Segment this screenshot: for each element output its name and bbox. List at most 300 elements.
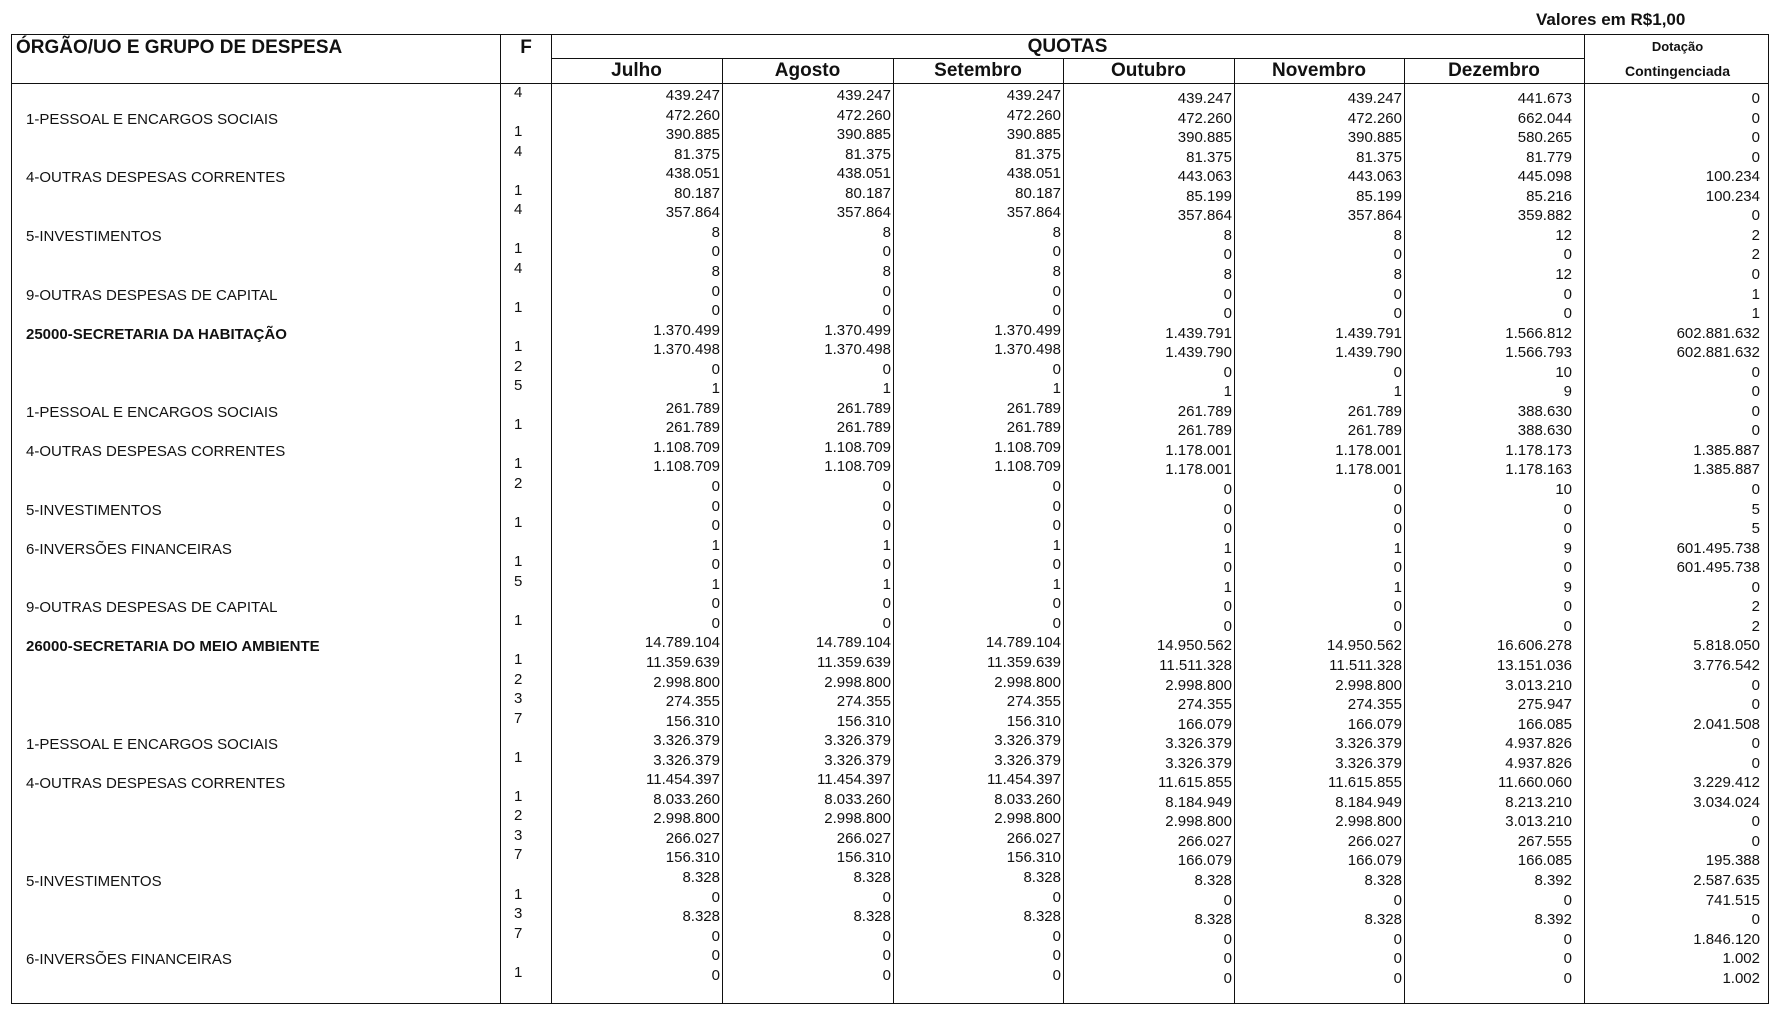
quota-cell: 390.885	[665, 126, 720, 144]
quota-cell: 2.998.800	[1165, 813, 1232, 831]
quota-cell: 1.439.791	[1335, 324, 1402, 342]
quota-cell: 8.328	[1194, 911, 1232, 929]
divider-f-left	[500, 35, 501, 1003]
quota-cell: 261.789	[1347, 402, 1402, 420]
quota-cell: 156.310	[1006, 712, 1061, 730]
divider-f-right	[551, 35, 552, 1003]
quota-cell: 0	[1393, 246, 1402, 264]
fonte-cell: 1	[514, 885, 523, 903]
dotacao-cell: 1.385.887	[1693, 461, 1760, 479]
quota-cell: 390.885	[1006, 126, 1061, 144]
dotacao-cell: 1.846.120	[1693, 930, 1760, 948]
divider-dezembro	[1584, 35, 1585, 1003]
quota-cell: 1.178.173	[1505, 441, 1572, 459]
dotacao-cell: 2	[1751, 226, 1760, 244]
quota-cell: 0	[1393, 891, 1402, 909]
quota-cell: 0	[1563, 246, 1572, 264]
fonte-cell: 2	[514, 670, 523, 688]
quota-cell: 0	[711, 282, 720, 300]
expense-group-label: 9-OUTRAS DESPESAS DE CAPITAL	[26, 599, 278, 617]
quota-cell: 438.051	[665, 165, 720, 183]
quota-cell: 8.033.260	[653, 790, 720, 808]
quota-cell: 1.108.709	[653, 438, 720, 456]
quota-cell: 11.511.328	[1159, 656, 1232, 674]
quota-cell: 12	[1555, 226, 1572, 244]
quota-cell: 472.260	[665, 106, 720, 124]
quota-cell: 0	[882, 302, 891, 320]
dotacao-cell: 1	[1751, 285, 1760, 303]
quota-cell: 0	[1052, 595, 1061, 613]
quota-cell: 1	[711, 575, 720, 593]
quota-cell: 156.310	[665, 712, 720, 730]
quota-cell: 261.789	[1177, 402, 1232, 420]
quota-cell: 0	[1223, 481, 1232, 498]
quota-cell: 357.864	[1177, 207, 1232, 225]
expense-group-label: 4-OUTRAS DESPESAS CORRENTES	[26, 775, 286, 793]
fonte-cell: 1	[514, 416, 523, 434]
dotacao-cell: 0	[1751, 207, 1760, 225]
quota-cell: 0	[1223, 891, 1232, 909]
quota-cell: 0	[1223, 930, 1232, 948]
quota-cell: 1	[1393, 539, 1402, 557]
quota-cell: 359.882	[1517, 207, 1572, 225]
expense-group-label: 4-OUTRAS DESPESAS CORRENTES	[26, 169, 286, 187]
header-month-4: Novembro	[1272, 60, 1366, 81]
header-dotacao: Dotação	[1651, 39, 1704, 54]
quota-cell: 439.247	[1006, 87, 1061, 104]
quota-cell: 0	[1052, 497, 1061, 515]
divider-julho	[722, 59, 723, 1003]
quota-cell: 0	[1052, 556, 1061, 574]
dotacao-cell: 601.495.738	[1676, 559, 1760, 577]
quota-cell: 4.937.826	[1505, 754, 1572, 772]
quota-cell: 439.247	[665, 87, 720, 104]
quota-cell: 0	[1393, 969, 1402, 987]
divider-novembro	[1404, 59, 1405, 1003]
dotacao-cell: 0	[1751, 911, 1760, 929]
quota-cell: 0	[1223, 598, 1232, 616]
quota-cell: 81.375	[1186, 148, 1232, 166]
quota-cell: 2.998.800	[994, 810, 1061, 828]
dotacao-cell: 602.881.632	[1676, 324, 1760, 342]
quota-cell: 8.392	[1534, 911, 1572, 929]
quota-cell: 261.789	[836, 419, 891, 437]
fonte-cell: 1	[514, 787, 523, 805]
quota-cell: 11.359.639	[817, 653, 891, 671]
quota-cell: 156.310	[1006, 849, 1061, 867]
divider-setembro	[1063, 59, 1064, 1003]
quota-cell: 2.998.800	[824, 810, 891, 828]
dotacao-cell: 0	[1751, 813, 1760, 831]
quota-cell: 0	[711, 595, 720, 613]
quota-cell: 81.375	[674, 145, 720, 163]
dotacao-cell: 2	[1751, 617, 1760, 635]
quota-cell: 439.247	[836, 87, 891, 104]
dotacao-cell: 0	[1751, 422, 1760, 440]
header-bottom-line	[12, 83, 1768, 84]
quota-cell: 0	[882, 947, 891, 965]
fonte-cell: 4	[514, 84, 523, 101]
quota-cell: 0	[882, 927, 891, 945]
dotacao-cell: 2	[1751, 598, 1760, 616]
dotacao-cell: 0	[1751, 481, 1760, 498]
fonte-cell: 2	[514, 357, 523, 375]
quota-cell: 1	[711, 536, 720, 554]
quota-cell: 1.439.791	[1165, 324, 1232, 342]
quota-cell: 0	[711, 927, 720, 945]
quota-cell: 0	[1393, 500, 1402, 518]
quota-cell: 8	[882, 262, 891, 280]
dotacao-cell: 1.002	[1722, 950, 1760, 968]
dotacao-cell: 100.234	[1705, 187, 1760, 205]
quota-cell: 0	[711, 302, 720, 320]
header-month-2: Setembro	[934, 60, 1022, 81]
dotacao-cell: 0	[1751, 578, 1760, 596]
header-contingenciada: Contingenciada	[1624, 63, 1730, 79]
quota-cell: 0	[1563, 950, 1572, 968]
quota-cell: 0	[1223, 950, 1232, 968]
quota-cell: 443.063	[1177, 168, 1232, 186]
fonte-cell: 1	[514, 299, 523, 317]
quota-cell: 3.326.379	[824, 751, 891, 769]
quota-cell: 266.027	[1006, 829, 1061, 847]
quota-cell: 1.108.709	[994, 438, 1061, 456]
quota-cell: 266.027	[665, 829, 720, 847]
quota-cell: 8	[711, 223, 720, 241]
quota-cell: 156.310	[665, 849, 720, 867]
quota-cell: 8	[1223, 226, 1232, 244]
quota-cell: 0	[1563, 559, 1572, 577]
quota-cell: 14.789.104	[644, 634, 720, 652]
quota-cell: 472.260	[1347, 109, 1402, 127]
dotacao-cell: 3.776.542	[1693, 656, 1760, 674]
quota-cell: 472.260	[1006, 106, 1061, 124]
fonte-cell: 1	[514, 123, 523, 141]
quota-cell: 0	[711, 360, 720, 378]
dotacao-cell: 0	[1751, 265, 1760, 283]
quota-cell: 11.359.639	[987, 653, 1061, 671]
quota-cell: 8.328	[853, 869, 891, 886]
quota-cell: 1.439.790	[1165, 344, 1232, 362]
quota-cell: 8.328	[1364, 911, 1402, 929]
quota-cell: 1.439.790	[1335, 344, 1402, 362]
quota-cell: 266.027	[1347, 832, 1402, 850]
fonte-cell: 1	[514, 514, 523, 532]
header-f: F	[520, 37, 532, 58]
quota-cell: 1	[1223, 539, 1232, 557]
quota-cell: 441.673	[1517, 90, 1572, 107]
quota-cell: 3.326.379	[1165, 754, 1232, 772]
dotacao-cell: 0	[1751, 754, 1760, 772]
dotacao-cell: 5	[1751, 500, 1760, 518]
header-orgao: ÓRGÃO/UO E GRUPO DE DESPESA	[16, 37, 343, 58]
quota-cell: 1.108.709	[653, 458, 720, 476]
dotacao-cell: 0	[1751, 676, 1760, 694]
quota-cell: 0	[1563, 617, 1572, 635]
dotacao-cell: 0	[1751, 90, 1760, 107]
quota-cell: 0	[1563, 969, 1572, 987]
fonte-cell: 2	[514, 807, 523, 825]
fonte-cell: 1	[514, 181, 523, 199]
quota-cell: 1	[882, 536, 891, 554]
fonte-cell: 7	[514, 846, 523, 864]
quota-cell: 0	[1393, 481, 1402, 498]
quota-cell: 388.630	[1517, 402, 1572, 420]
quota-cell: 662.044	[1517, 109, 1572, 127]
quotas-underline	[551, 58, 1584, 59]
quota-cell: 8.392	[1534, 872, 1572, 889]
quota-cell: 2.998.800	[1165, 676, 1232, 694]
quota-cell: 0	[1052, 947, 1061, 965]
quota-cell: 81.779	[1526, 148, 1572, 166]
quota-cell: 261.789	[1347, 422, 1402, 440]
quota-cell: 11.454.397	[987, 771, 1061, 789]
quota-cell: 3.326.379	[994, 732, 1061, 750]
quota-cell: 1.108.709	[994, 458, 1061, 476]
quota-cell: 85.216	[1526, 187, 1572, 205]
quota-cell: 3.326.379	[653, 751, 720, 769]
dotacao-cell: 0	[1751, 696, 1760, 714]
quota-cell: 0	[1052, 478, 1061, 495]
quota-cell: 1.178.001	[1165, 461, 1232, 479]
quota-cell: 8.328	[853, 908, 891, 926]
quota-cell: 1.178.001	[1335, 441, 1402, 459]
quota-cell: 1	[1393, 578, 1402, 596]
dotacao-cell: 0	[1751, 129, 1760, 147]
fonte-cell: 7	[514, 709, 523, 727]
quota-cell: 81.375	[1015, 145, 1061, 163]
quota-cell: 8	[1052, 223, 1061, 241]
fonte-cell: 4	[514, 201, 523, 219]
quota-cell: 9	[1563, 383, 1572, 401]
quota-cell: 267.555	[1517, 832, 1572, 850]
quota-cell: 2.998.800	[653, 810, 720, 828]
quota-cell: 8.328	[682, 908, 720, 926]
fonte-cell: 7	[514, 924, 523, 942]
fonte-cell: 1	[514, 240, 523, 258]
quota-cell: 1.370.499	[994, 321, 1061, 339]
quota-cell: 0	[1052, 927, 1061, 945]
quota-cell: 156.310	[836, 849, 891, 867]
quota-cell: 0	[882, 282, 891, 300]
quota-cell: 1.370.498	[824, 341, 891, 359]
quota-cell: 266.027	[1177, 832, 1232, 850]
dotacao-cell: 0	[1751, 735, 1760, 753]
quota-cell: 0	[1052, 302, 1061, 320]
quota-cell: 274.355	[1006, 693, 1061, 711]
organ-label: 26000-SECRETARIA DO MEIO AMBIENTE	[26, 638, 320, 656]
quota-cell: 0	[1223, 969, 1232, 987]
quota-cell: 1.108.709	[824, 458, 891, 476]
dotacao-cell: 5	[1751, 520, 1760, 538]
quota-cell: 166.079	[1347, 715, 1402, 733]
quota-cell: 1	[1393, 383, 1402, 401]
fonte-cell: 2	[514, 475, 523, 492]
dotacao-cell: 3.034.024	[1693, 793, 1760, 811]
quota-cell: 1.370.498	[653, 341, 720, 359]
quota-cell: 357.864	[836, 204, 891, 222]
divider-outubro	[1234, 59, 1235, 1003]
quota-cell: 0	[1393, 617, 1402, 635]
quota-cell: 8	[711, 262, 720, 280]
quota-cell: 0	[882, 614, 891, 632]
quota-cell: 0	[711, 966, 720, 984]
quota-cell: 274.355	[665, 693, 720, 711]
dotacao-cell: 3.229.412	[1693, 774, 1760, 792]
quota-cell: 1	[882, 575, 891, 593]
header-quotas: QUOTAS	[1027, 36, 1108, 57]
quota-cell: 11.511.328	[1329, 656, 1402, 674]
quota-cell: 8.328	[1364, 872, 1402, 889]
quota-cell: 2.998.800	[1335, 676, 1402, 694]
quota-cell: 0	[711, 614, 720, 632]
quota-cell: 3.326.379	[653, 732, 720, 750]
quota-cell: 0	[711, 243, 720, 261]
dotacao-cell: 0	[1751, 383, 1760, 401]
quota-cell: 11.660.060	[1498, 774, 1572, 792]
expense-group-label: 1-PESSOAL E ENCARGOS SOCIAIS	[26, 403, 279, 421]
quota-cell: 0	[1563, 930, 1572, 948]
quota-cell: 261.789	[1177, 422, 1232, 440]
quota-cell: 166.079	[1177, 715, 1232, 733]
quota-cell: 1.370.499	[653, 321, 720, 339]
quota-cell: 0	[1223, 559, 1232, 577]
quota-cell: 0	[1563, 285, 1572, 303]
quota-cell: 274.355	[836, 693, 891, 711]
quota-cell: 1	[711, 380, 720, 398]
quota-cell: 14.789.104	[985, 634, 1061, 652]
quota-cell: 0	[1393, 950, 1402, 968]
dotacao-cell: 2.041.508	[1693, 715, 1760, 733]
quota-cell: 0	[1052, 966, 1061, 984]
quota-cell: 11.454.397	[646, 771, 720, 789]
quota-cell: 0	[1052, 888, 1061, 906]
expense-group-label: 5-INVESTIMENTOS	[26, 873, 162, 890]
quota-cell: 0	[1393, 285, 1402, 303]
quota-cell: 438.051	[836, 165, 891, 183]
quota-cell: 3.326.379	[1335, 754, 1402, 772]
quota-cell: 438.051	[1006, 165, 1061, 183]
quota-cell: 1	[1052, 536, 1061, 554]
quota-cell: 3.326.379	[1165, 735, 1232, 753]
fonte-cell: 1	[514, 338, 523, 356]
quota-cell: 80.187	[1015, 184, 1061, 202]
quota-cell: 0	[1563, 891, 1572, 909]
quota-cell: 14.950.562	[1326, 637, 1402, 655]
quota-cell: 0	[882, 556, 891, 574]
quota-cell: 0	[1393, 305, 1402, 323]
fonte-cell: 3	[514, 690, 523, 708]
quota-cell: 8.328	[1023, 908, 1061, 926]
quota-cell: 0	[882, 243, 891, 261]
quota-cell: 1.370.499	[824, 321, 891, 339]
quota-cell: 8	[1393, 226, 1402, 244]
quota-cell: 0	[711, 478, 720, 495]
quota-cell: 166.079	[1177, 852, 1232, 870]
quota-cell: 274.355	[1347, 696, 1402, 714]
quota-cell: 0	[1393, 598, 1402, 616]
quota-cell: 0	[1563, 500, 1572, 518]
quota-cell: 1	[882, 380, 891, 398]
quota-cell: 8	[1223, 265, 1232, 283]
quota-cell: 166.085	[1517, 715, 1572, 733]
quota-cell: 0	[1052, 517, 1061, 535]
quota-cell: 1	[1223, 383, 1232, 401]
quota-cell: 1	[1052, 380, 1061, 398]
quota-cell: 261.789	[1006, 419, 1061, 437]
quota-cell: 0	[882, 360, 891, 378]
quota-cell: 12	[1555, 265, 1572, 283]
quota-cell: 390.885	[1177, 129, 1232, 147]
quota-cell: 439.247	[1347, 90, 1402, 107]
quota-cell: 0	[1393, 930, 1402, 948]
quota-cell: 261.789	[665, 399, 720, 417]
quota-cell: 0	[1052, 282, 1061, 300]
quota-cell: 0	[711, 517, 720, 535]
dotacao-cell: 1	[1751, 305, 1760, 323]
quota-cell: 472.260	[1177, 109, 1232, 127]
quota-cell: 0	[1052, 614, 1061, 632]
quota-cell: 3.013.210	[1505, 813, 1572, 831]
quota-cell: 0	[711, 556, 720, 574]
dotacao-cell: 1.385.887	[1693, 441, 1760, 459]
quota-cell: 443.063	[1347, 168, 1402, 186]
fonte-cell: 1	[514, 963, 523, 981]
quota-cell: 9	[1563, 578, 1572, 596]
quota-cell: 8.033.260	[994, 790, 1061, 808]
organ-label: 25000-SECRETARIA DA HABITAÇÃO	[26, 325, 287, 343]
quota-cell: 1.370.498	[994, 341, 1061, 359]
quota-cell: 580.265	[1517, 129, 1572, 147]
quota-cell: 1.108.709	[824, 438, 891, 456]
header-month-3: Outubro	[1111, 60, 1186, 81]
quota-cell: 8.213.210	[1505, 793, 1572, 811]
quota-cell: 8	[1393, 265, 1402, 283]
quota-cell: 390.885	[1347, 129, 1402, 147]
fonte-cell: 1	[514, 455, 523, 473]
quota-cell: 445.098	[1517, 168, 1572, 186]
dotacao-cell: 2.587.635	[1693, 872, 1760, 889]
quota-cell: 0	[711, 497, 720, 515]
quota-cell: 3.013.210	[1505, 676, 1572, 694]
quota-cell: 13.151.036	[1496, 656, 1572, 674]
dotacao-cell: 0	[1751, 148, 1760, 166]
unit-note: Valores em R$1,00	[1536, 10, 1686, 29]
quota-cell: 0	[1563, 598, 1572, 616]
quota-cell: 1.178.001	[1335, 461, 1402, 479]
quota-cell: 0	[1223, 246, 1232, 264]
quota-cell: 0	[1052, 243, 1061, 261]
quota-cell: 0	[1223, 285, 1232, 303]
quota-cell: 388.630	[1517, 422, 1572, 440]
fonte-cell: 1	[514, 748, 523, 766]
expense-group-label: 5-INVESTIMENTOS	[26, 227, 162, 245]
budget-table	[11, 34, 1769, 1004]
quota-cell: 1.178.163	[1505, 461, 1572, 479]
quota-cell: 0	[1563, 520, 1572, 538]
quota-cell: 0	[711, 947, 720, 965]
expense-group-label: 1-PESSOAL E ENCARGOS SOCIAIS	[26, 110, 279, 128]
quota-cell: 10	[1555, 363, 1572, 381]
header-month-1: Agosto	[774, 60, 841, 81]
quota-cell: 11.615.855	[1158, 774, 1232, 792]
quota-cell: 81.375	[845, 145, 891, 163]
quota-cell: 80.187	[845, 184, 891, 202]
dotacao-cell: 195.388	[1705, 852, 1760, 870]
quota-cell: 261.789	[836, 399, 891, 417]
quota-cell: 357.864	[665, 204, 720, 222]
dotacao-cell: 0	[1751, 402, 1760, 420]
